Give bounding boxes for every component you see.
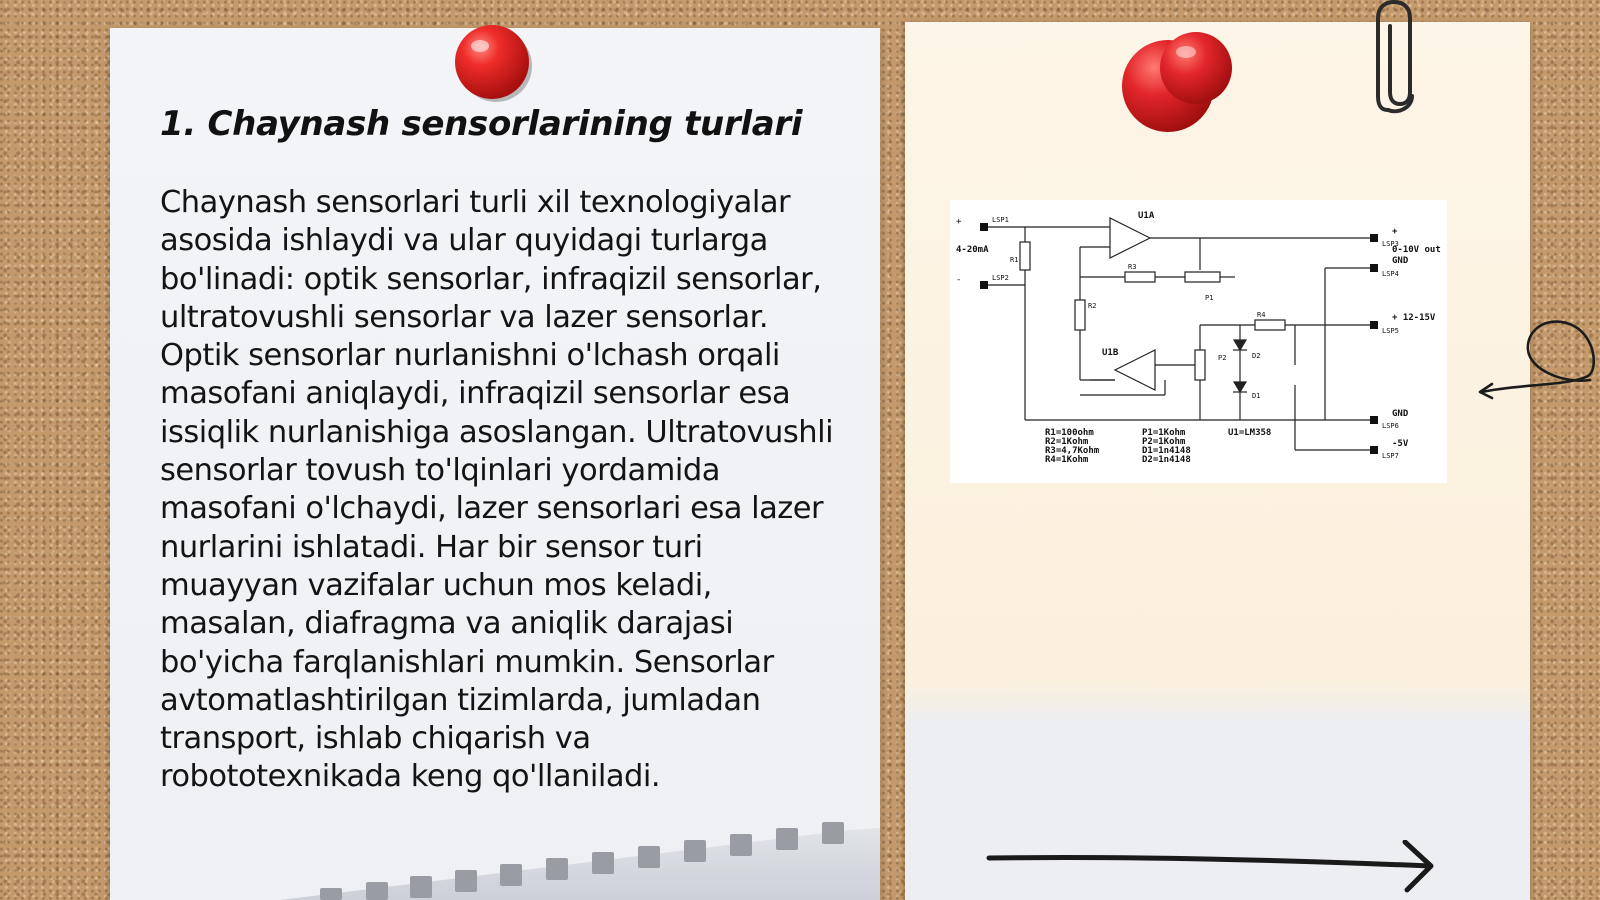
circuit-legend-p1: P1=1Kohm — [1142, 428, 1186, 438]
circuit-lsp5: LSP5 — [1382, 327, 1399, 335]
circuit-lsp3: LSP3 — [1382, 240, 1399, 248]
circuit-legend-r3: R3=4,7Kohm — [1045, 446, 1100, 456]
circuit-lsp7: LSP7 — [1382, 452, 1399, 460]
circuit-lsp4: LSP4 — [1382, 270, 1399, 278]
scribble-arrow-icon — [1478, 310, 1600, 410]
circuit-out-label: 0-10V out — [1392, 245, 1441, 255]
circuit-input-label: 4-20mA — [956, 245, 989, 255]
circuit-neg5: -5V — [1392, 439, 1409, 449]
long-arrow-icon — [985, 840, 1450, 900]
red-pushpin-icon — [1120, 28, 1240, 138]
circuit-lsp1: LSP1 — [992, 216, 1009, 224]
circuit-lsp6: LSP6 — [1382, 422, 1399, 430]
circuit-out-plus: + — [1392, 227, 1398, 237]
circuit-input-plus: + — [956, 217, 962, 227]
circuit-legend-u1: U1=LM358 — [1228, 428, 1272, 438]
circuit-input-minus: - — [956, 275, 962, 285]
circuit-p1: P1 — [1205, 294, 1214, 302]
circuit-r3: R3 — [1128, 263, 1137, 271]
circuit-u1b: U1B — [1102, 348, 1119, 358]
circuit-r1: R1 — [1010, 256, 1019, 264]
circuit-gnd1: GND — [1392, 256, 1409, 266]
circuit-schematic-image — [950, 200, 1447, 483]
circuit-gnd2: GND — [1392, 409, 1409, 419]
circuit-supply: + 12-15V — [1392, 313, 1436, 323]
circuit-u1a: U1A — [1138, 211, 1155, 221]
circuit-p2: P2 — [1218, 354, 1227, 362]
slide-body-text: Chaynash sensorlari turli xil texnologiyalar asosida ishlaydi va ular quyidagi turlarga bo'linadi: optik sensorlar, infraqizil sensorlar, ultratovushli sensorlar va lazer sensorlar. Optik sensorlar nurlanishni o'lchash orqali masofani aniqlaydi, infraqizil sensorlar esa issiqlik nurlanishiga asoslangan. Ultratovushli sensorlar tovush to'lqinlari yordamida masofani o'lchaydi, lazer sensorlari esa lazer nurlarini ishlatadi. Har bir sensor turi muayyan vazifalar uchun mos keladi, masalan, diafragma va aniqlik darajasi bo'yicha farqlanishlari mumkin. Sensorlar avtomatlashtirilgan tizimlarda, jumladan transport, ishlab chiqarish va robototexnikada keng qo'llaniladi. — [160, 185, 834, 795]
circuit-legend-d1: D1=1n4148 — [1142, 446, 1191, 456]
circuit-legend-p2: P2=1Kohm — [1142, 437, 1186, 447]
circuit-legend-r1: R1=100ohm — [1045, 428, 1094, 438]
circuit-d2: D2 — [1252, 352, 1261, 360]
circuit-lsp2: LSP2 — [992, 274, 1009, 282]
slide-title: 1. Chaynash sensorlarining turlari — [160, 104, 803, 144]
circuit-legend-r4: R4=1Kohm — [1045, 455, 1089, 465]
circuit-legend-d2: D2=1n4148 — [1142, 455, 1191, 465]
red-pushpin-icon — [452, 20, 536, 104]
paperclip-icon — [1374, 0, 1418, 125]
circuit-legend-r2: R2=1Kohm — [1045, 437, 1089, 447]
circuit-r2: R2 — [1088, 302, 1097, 310]
circuit-d1: D1 — [1252, 392, 1261, 400]
circuit-r4: R4 — [1257, 311, 1266, 319]
